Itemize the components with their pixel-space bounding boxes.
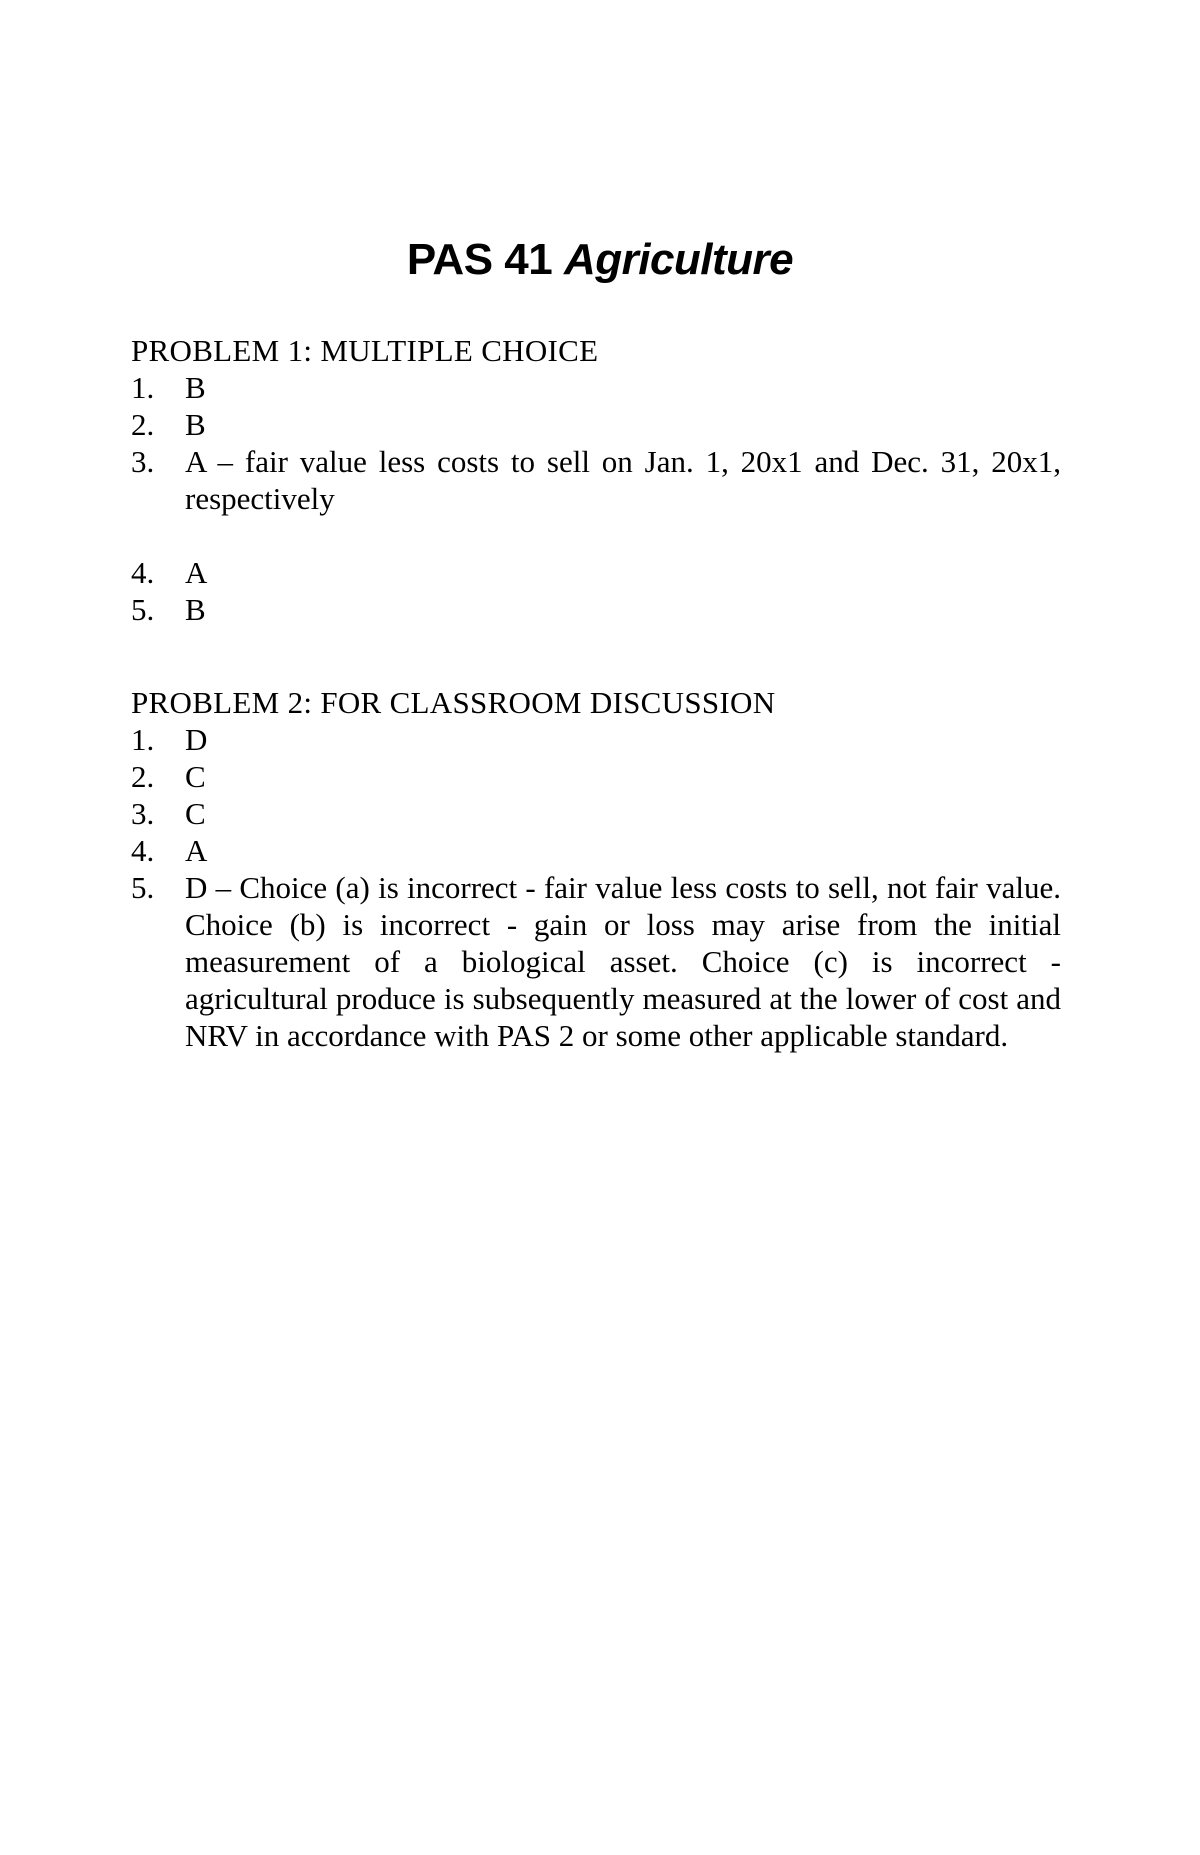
list-item <box>131 869 1061 1054</box>
list-spacer <box>131 517 1061 554</box>
page-title <box>0 232 1200 288</box>
section-spacer <box>131 628 1061 684</box>
list-item <box>131 832 1061 869</box>
item-number: 5. <box>131 870 155 905</box>
title-prefix: PAS 41 <box>406 235 553 284</box>
item-answer: A <box>185 555 208 590</box>
list-item <box>131 554 1061 591</box>
list-item <box>131 406 1061 443</box>
item-answer: A <box>185 833 208 868</box>
problem-1-heading: PROBLEM 1: MULTIPLE CHOICE <box>131 333 599 368</box>
item-answer: A – fair value less costs to sell on Jan. 1, 20x1 and Dec. 31, 20x1, respectively <box>185 444 1061 516</box>
item-answer: C <box>185 796 206 831</box>
item-answer: D – Choice (a) is incorrect - fair value less costs to sell, not fair value. Choice (b) is incorrect - gain or loss may arise from the initial measurement of a biological asset. Choice (c) is incorrect - agricultural produce is subsequently measured at the lower of cost and NRV in accordance with PAS 2 or some other applicable standard. <box>185 870 1061 1053</box>
list-item <box>131 443 1061 517</box>
item-number: 2. <box>131 759 155 794</box>
item-answer: B <box>185 370 206 405</box>
list-item <box>131 591 1061 628</box>
item-number: 1. <box>131 722 155 757</box>
list-item <box>131 795 1061 832</box>
item-answer: B <box>185 592 206 627</box>
item-number: 2. <box>131 407 155 442</box>
title-emphasis: Agriculture <box>563 235 794 284</box>
list-item <box>131 758 1061 795</box>
item-number: 4. <box>131 555 155 590</box>
problem-2-section <box>131 684 1061 1054</box>
item-number: 3. <box>131 796 155 831</box>
item-answer: C <box>185 759 206 794</box>
problem-2-heading: PROBLEM 2: FOR CLASSROOM DISCUSSION <box>131 685 776 720</box>
list-item <box>131 721 1061 758</box>
problem-1-section <box>131 332 1061 628</box>
item-number: 3. <box>131 444 155 479</box>
item-number: 1. <box>131 370 155 405</box>
list-item <box>131 369 1061 406</box>
item-answer: D <box>185 722 208 757</box>
problem-1-list <box>131 369 1061 628</box>
problem-2-list <box>131 721 1061 1054</box>
item-number: 5. <box>131 592 155 627</box>
item-answer: B <box>185 407 206 442</box>
answer-key <box>131 332 1061 1054</box>
item-number: 4. <box>131 833 155 868</box>
